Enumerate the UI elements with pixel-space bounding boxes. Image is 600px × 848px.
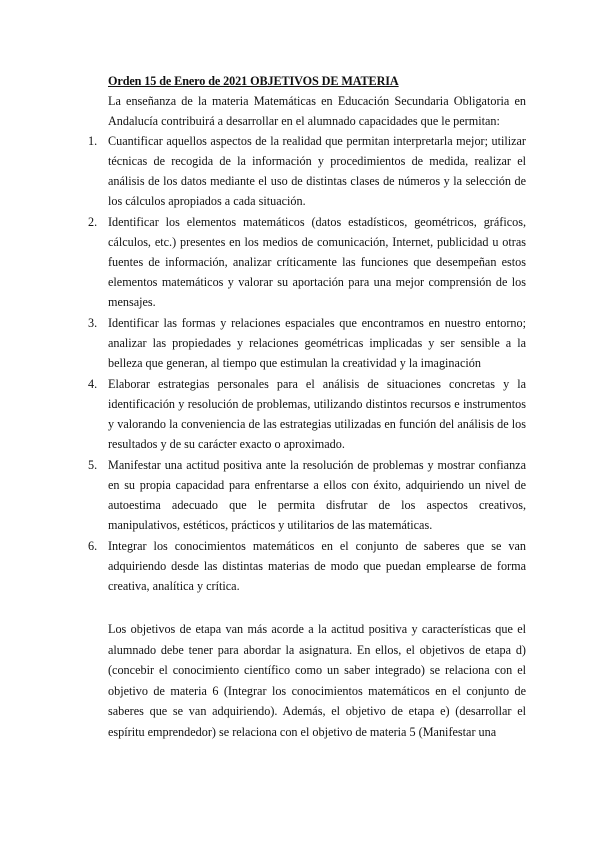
objective-text: Elaborar estrategias personales para el análisis de situaciones concretas y la identificación y resolución de problemas, utilizando distintos recursos e instrumentos y valorando la conveniencia de las estrategias utilizadas en función del análisis de los resultados y de su carácter exacto o aproximado. bbox=[108, 377, 526, 451]
objective-number: 3. bbox=[88, 316, 98, 330]
objective-number: 5. bbox=[88, 458, 98, 472]
objective-text: Cuantificar aquellos aspectos de la realidad que permitan interpretarla mejor; utilizar técnicas de recogida de la información y procedimientos de medida, realizar el análisis de los datos mediante el uso de distintas clases de números y la selección de los cálculos apropiados a cada situación. bbox=[108, 134, 526, 208]
objective-item bbox=[88, 212, 526, 312]
objective-text: Integrar los conocimientos matemáticos en el conjunto de saberes que se van adquiriendo desde las distintas materias de modo que puedan emplearse de forma creativa, analítica y crítica. bbox=[108, 539, 526, 593]
intro-paragraph: La enseñanza de la materia Matemáticas en Educación Secundaria Obligatoria en Andalucía contribuirá a desarrollar en el alumnado capacidades que le permitan: bbox=[108, 94, 526, 128]
objective-number: 4. bbox=[88, 377, 98, 391]
objective-item bbox=[88, 313, 526, 373]
document-title: Orden 15 de Enero de 2021 OBJETIVOS DE MATERIA bbox=[108, 74, 399, 88]
objective-number: 1. bbox=[88, 134, 98, 148]
paragraph-spacer bbox=[108, 597, 526, 619]
objective-number: 2. bbox=[88, 215, 98, 229]
objective-item bbox=[88, 374, 526, 454]
objective-text: Identificar los elementos matemáticos (datos estadísticos, geométricos, gráficos, cálculos, etc.) presentes en los medios de comunicación, Internet, publicidad u otras fuentes de información, analizar críticamente las funciones que desempeñan estos elementos matemáticos y valorar su aportación para una mejor comprensión de los mensajes. bbox=[108, 215, 526, 309]
objective-item bbox=[88, 536, 526, 596]
objective-text: Manifestar una actitud positiva ante la resolución de problemas y mostrar confianza en su propia capacidad para enfrentarse a ellos con éxito, adquiriendo un nivel de autoestima adecuado que le permita disfrutar de los aspectos creativos, manipulativos, estéticos, prácticos y utilitarios de las matemáticas. bbox=[108, 458, 526, 532]
document-body bbox=[88, 71, 526, 743]
closing-paragraph: Los objetivos de etapa van más acorde a la actitud positiva y características que el alumnado debe tener para abordar la asignatura. En ellos, el objetivos de etapa d) (concebir el conocimiento científico como un saber integrado) se relaciona con el objetivo de materia 6 (Integrar los conocimientos matemáticos en el conjunto de saberes que se van adquiriendo). Además, el objetivo de etapa e) (desarrollar el espíritu emprendedor) se relaciona con el objetivo de materia 5 (Manifestar una bbox=[108, 622, 526, 739]
objective-item bbox=[88, 131, 526, 211]
objective-text: Identificar las formas y relaciones espaciales que encontramos en nuestro entorno; analizar las propiedades y relaciones geométricas implicadas y ser sensible a la belleza que generan, al tiempo que estimulan la creatividad y la imaginación bbox=[108, 316, 526, 370]
objectives-list bbox=[88, 131, 526, 596]
objective-number: 6. bbox=[88, 539, 98, 553]
objective-item bbox=[88, 455, 526, 535]
